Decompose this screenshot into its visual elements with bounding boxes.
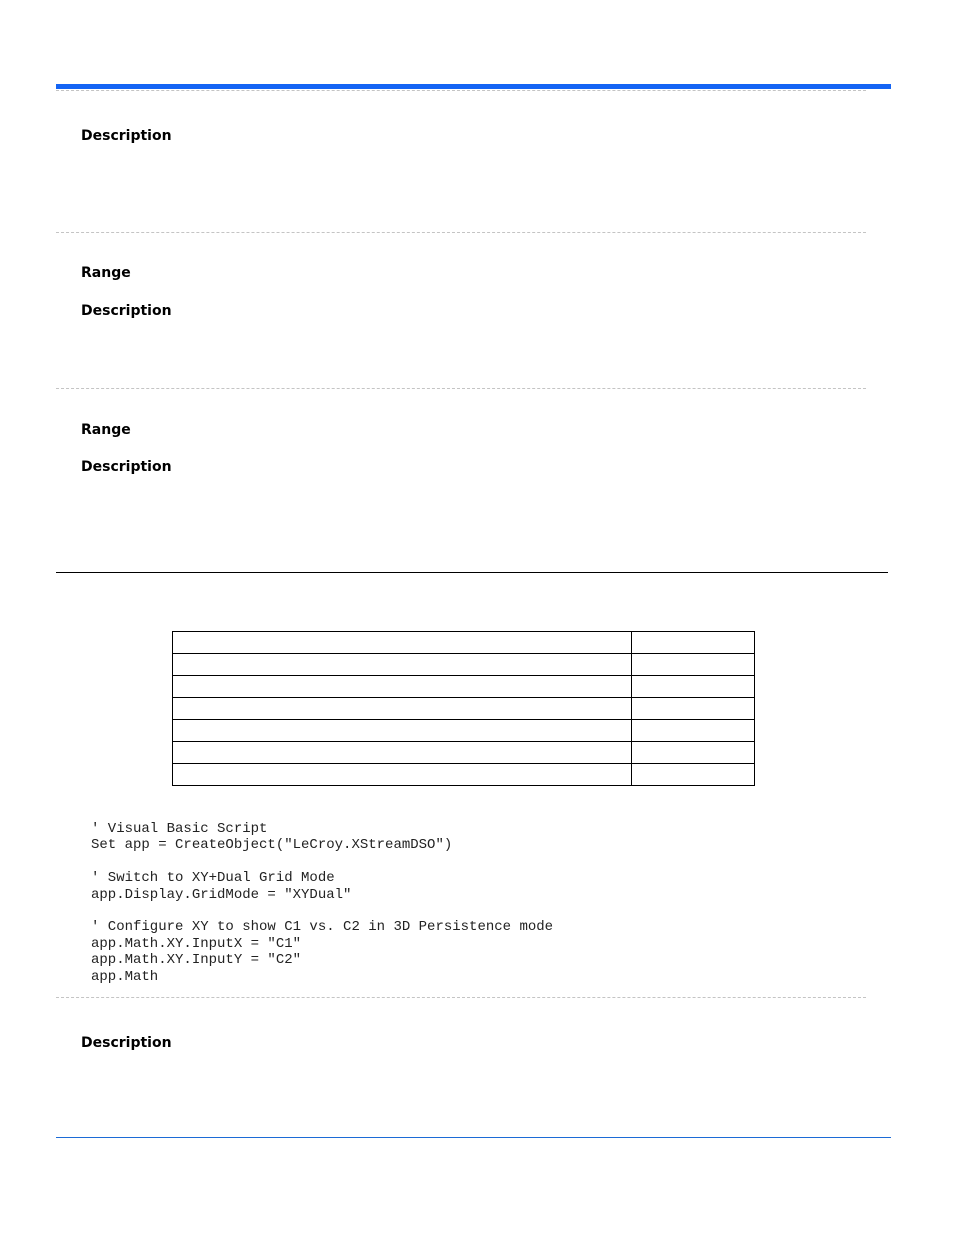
table-cell: [173, 742, 632, 764]
code-line: ' Switch to XY+Dual Grid Mode: [91, 870, 335, 887]
code-line: app.Display.GridMode = "XYDual": [91, 886, 352, 903]
values-table: [172, 631, 755, 786]
range-heading-2: Range: [81, 422, 131, 438]
table-cell: [631, 764, 754, 786]
table-cell: [173, 654, 632, 676]
section-divider-3: [56, 997, 866, 998]
table-cell: [631, 676, 754, 698]
table-cell: [631, 698, 754, 720]
table-cell: [173, 676, 632, 698]
table-cell: [631, 720, 754, 742]
table-row: [173, 676, 755, 698]
table-row: [173, 632, 755, 654]
description-heading-4: Description: [81, 1035, 172, 1051]
code-example: [91, 821, 553, 985]
table-cell: [173, 720, 632, 742]
section-divider-1: [56, 232, 866, 233]
section-rule: [56, 572, 888, 573]
table-cell: [631, 742, 754, 764]
code-line: Set app = CreateObject("LeCroy.XStreamDSO"): [91, 837, 453, 854]
header-accent-bar: [56, 84, 891, 89]
code-line: app.Math: [91, 968, 159, 985]
table-row: [173, 720, 755, 742]
table-cell: [631, 654, 754, 676]
table-cell: [173, 764, 632, 786]
table-cell: [173, 698, 632, 720]
footer-rule: [56, 1137, 891, 1138]
table-row: [173, 764, 755, 786]
code-line: app.Math.XY.InputY = "C2": [91, 952, 302, 969]
description-heading-1: Description: [81, 128, 172, 144]
table-row: [173, 742, 755, 764]
table-cell: [173, 632, 632, 654]
description-heading-3: Description: [81, 459, 172, 475]
header-dashed-rule: [56, 90, 866, 91]
code-line: app.Math.XY.InputX = "C1": [91, 935, 302, 952]
code-line: ' Configure XY to show C1 vs. C2 in 3D Persistence mode: [91, 919, 554, 936]
range-heading-1: Range: [81, 265, 131, 281]
table-row: [173, 698, 755, 720]
table-cell: [631, 632, 754, 654]
code-line: ' Visual Basic Script: [91, 821, 268, 837]
section-divider-2: [56, 388, 866, 389]
description-heading-2: Description: [81, 303, 172, 319]
table-row: [173, 654, 755, 676]
